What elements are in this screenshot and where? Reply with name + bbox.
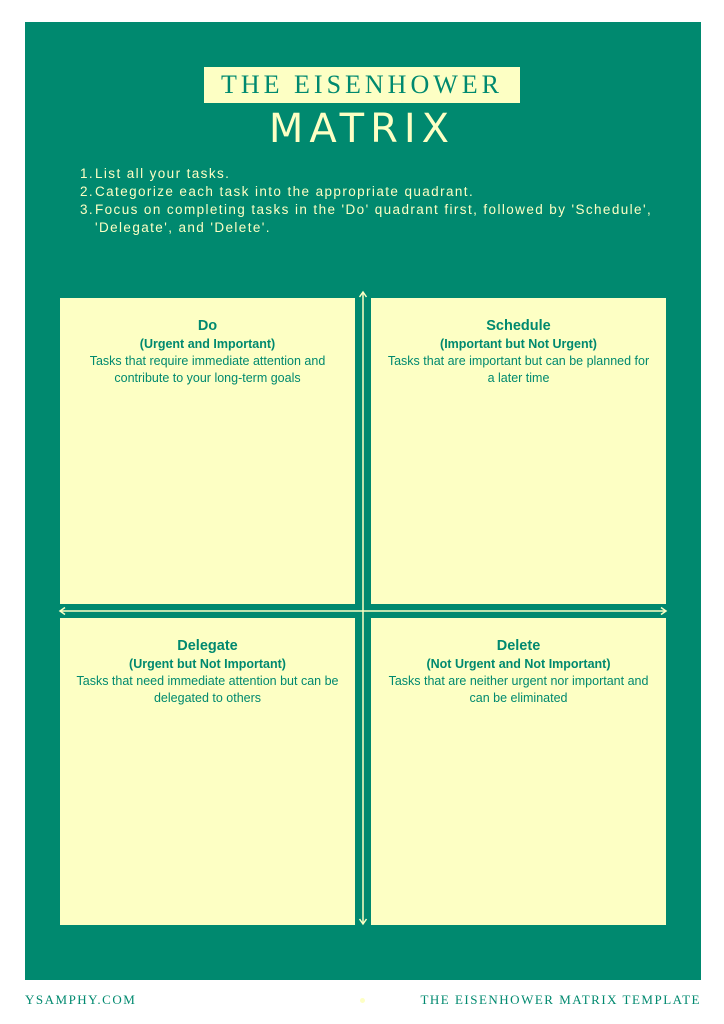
footer-dot-icon (360, 998, 365, 1003)
title-banner: THE EISENHOWER (204, 67, 520, 103)
step-number: 1. (80, 166, 95, 181)
quadrant-description: Tasks that are neither urgent nor important and can be eliminated (388, 674, 649, 705)
quadrant-title: Delegate (177, 638, 238, 654)
quadrant-title: Delete (496, 638, 541, 654)
step-number: 3. (80, 202, 95, 217)
quadrant-subtitle: (Not Urgent and Not Important) (426, 657, 611, 671)
quadrant-description: Tasks that need immediate attention but can be delegated to others (76, 674, 339, 705)
footer-template-name: THE EISENHOWER MATRIX TEMPLATE (420, 992, 701, 1007)
footer-website: YSAMPHY.COM (25, 992, 137, 1007)
quadrant-description: Tasks that are important but can be planned for a later time (387, 354, 650, 385)
step-text: Focus on completing tasks in the 'Do' quadrant first, followed by 'Schedule', 'Delegate', and 'Delete'. (95, 202, 653, 235)
page-title: MATRIX (268, 106, 456, 152)
step-text: Categorize each task into the appropriate quadrant. (95, 184, 475, 199)
quadrant-subtitle: (Important but Not Urgent) (440, 337, 597, 351)
step-number: 2. (80, 184, 95, 199)
step-text: List all your tasks. (95, 166, 231, 181)
quadrant-title: Schedule (486, 318, 551, 334)
quadrant-title: Do (197, 318, 218, 334)
quadrant-subtitle: (Urgent and Important) (139, 337, 276, 351)
quadrant-description: Tasks that require immediate attention and contribute to your long-term goals (89, 354, 326, 385)
quadrant-subtitle: (Urgent but Not Important) (129, 657, 286, 671)
